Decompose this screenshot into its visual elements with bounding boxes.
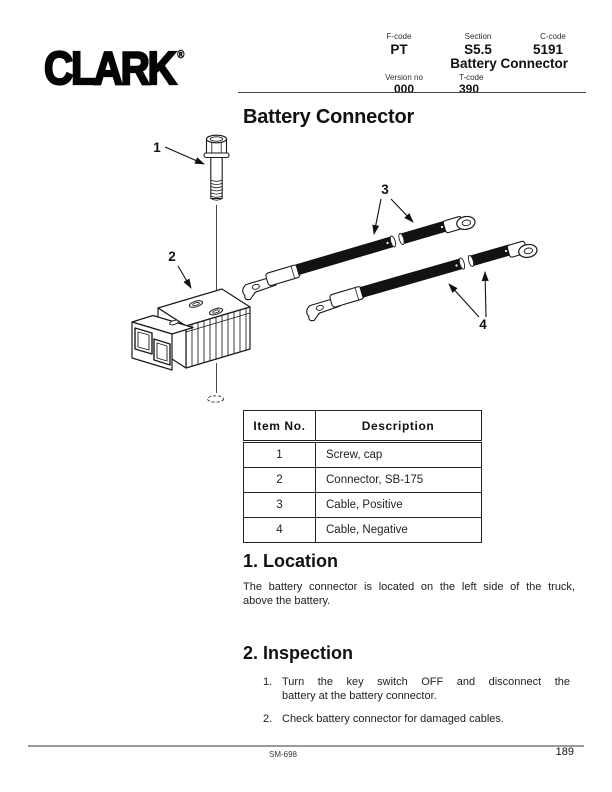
clark-logo (44, 42, 185, 94)
table-row (244, 493, 482, 518)
item-no-cell: 3 (244, 493, 316, 518)
table-row (244, 468, 482, 493)
col-header-item-no: Item No. (244, 411, 316, 442)
table-row (244, 442, 482, 468)
page-title: Battery Connector (243, 106, 415, 128)
callout-3: 3 (381, 182, 389, 197)
section-value: S5.5 (464, 42, 492, 57)
figure-battery-connector-exploded (100, 120, 600, 420)
registered-trademark-symbol: ® (177, 49, 185, 61)
list-item-line-2: battery at the battery connector. (282, 690, 437, 702)
section-label: Section (464, 32, 492, 41)
item-no-cell: 2 (244, 468, 316, 493)
callout-4: 4 (479, 317, 487, 332)
list-item-line-1: Turn the key switch OFF and disconnect the (282, 676, 570, 688)
footer-divider (28, 745, 584, 747)
version-label: Version no (385, 73, 423, 82)
location-line-2: above the battery. (243, 595, 331, 607)
clark-logo-text: CLARK (44, 42, 175, 94)
item-no-cell: 4 (244, 518, 316, 543)
callout-2: 2 (168, 249, 176, 264)
location-line-1: The battery connector is located on the left side of the truck, (243, 581, 575, 593)
list-item (263, 675, 570, 703)
description-cell: Screw, cap (316, 442, 482, 468)
callout-1: 1 (153, 140, 161, 155)
section-heading-inspection: 2. Inspection (243, 643, 354, 663)
list-item-number: 1. (263, 676, 273, 688)
section-heading-location: 1. Location (243, 551, 339, 571)
list-item (263, 712, 570, 726)
f-code-label: F-code (386, 32, 412, 41)
parts-table (243, 410, 482, 543)
t-code-label: T-code (459, 73, 484, 82)
list-item-text (282, 712, 570, 726)
connector-illustration (132, 289, 250, 370)
item-no-cell: 1 (244, 442, 316, 468)
location-paragraph (243, 580, 575, 608)
screw-illustration (204, 135, 229, 200)
version-value: 000 (393, 82, 415, 96)
t-code-value: 390 (459, 82, 480, 96)
manual-code: SM-698 (268, 750, 297, 759)
parts-table-header-row (244, 411, 482, 442)
description-cell: Cable, Positive (316, 493, 482, 518)
list-item-number: 2. (263, 713, 273, 725)
page-number: 189 (555, 746, 574, 758)
description-cell: Cable, Negative (316, 518, 482, 543)
description-cell: Connector, SB-175 (316, 468, 482, 493)
header-product-name: Battery Connector (450, 56, 568, 71)
header-divider (238, 92, 586, 93)
c-code-value: 5191 (532, 42, 564, 57)
list-item-line-1: Check battery connector for damaged cables. (282, 713, 504, 725)
table-row (244, 518, 482, 543)
inspection-list (263, 675, 570, 735)
f-code-value: PT (390, 42, 408, 57)
col-header-description: Description (316, 411, 482, 442)
list-item-text (282, 675, 570, 703)
c-code-label: C-code (540, 32, 566, 41)
